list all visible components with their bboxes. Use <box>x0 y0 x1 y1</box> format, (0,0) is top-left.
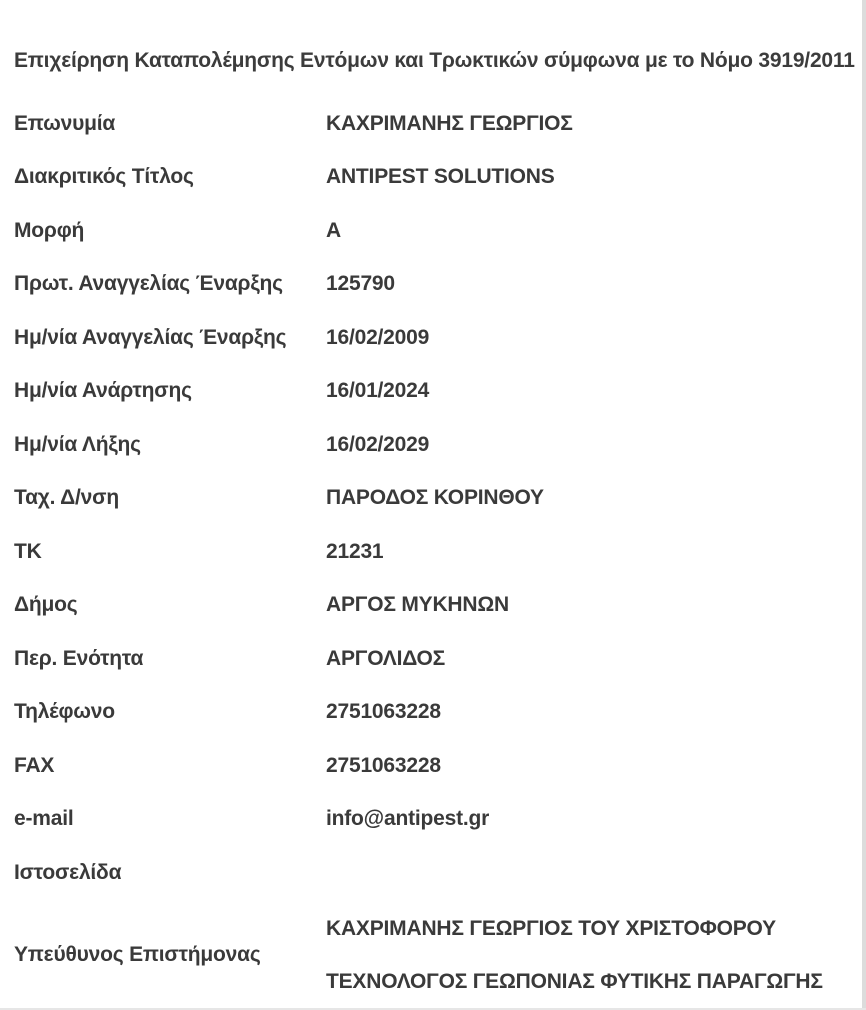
field-row-name <box>14 97 854 151</box>
field-row-expiry-date <box>14 418 854 472</box>
field-label: Μορφή <box>14 218 85 242</box>
field-value: 16/02/2009 <box>326 325 430 349</box>
field-value: 125790 <box>326 272 395 296</box>
field-value: ΑΡΓΟΣ ΜΥΚΗΝΩΝ <box>326 593 509 617</box>
field-label: FAX <box>14 753 55 777</box>
field-row-start-date <box>14 311 854 365</box>
field-row-responsible-scientist <box>14 900 854 1010</box>
details-heading: Επιχείρηση Καταπολέμησης Εντόμων και Τρωκτικών σύμφωνα με το Νόμο 3919/2011 <box>14 49 855 72</box>
field-row-website <box>14 846 854 900</box>
field-label: e-mail <box>14 807 74 831</box>
field-value: 2751063228 <box>326 700 441 724</box>
field-value: ΠΑΡΟΔΟΣ ΚΟΡΙΝΘΟΥ <box>326 486 544 510</box>
field-label: Ημ/νία Ανάρτησης <box>14 379 192 403</box>
field-value: 21231 <box>326 539 384 563</box>
field-value: info@antipest.gr <box>326 807 490 831</box>
field-row-posting-date <box>14 365 854 419</box>
field-label: Ιστοσελίδα <box>14 860 122 884</box>
field-label: Επωνυμία <box>14 111 116 135</box>
scientist-specialty: ΤΕΧΝΟΛΟΓΟΣ ΓΕΩΠΟΝΙΑΣ ΦΥΤΙΚΗΣ ΠΑΡΑΓΩΓΗΣ <box>326 969 823 993</box>
field-row-fax <box>14 739 854 793</box>
field-label: Ημ/νία Αναγγελίας Έναρξης <box>14 325 287 349</box>
field-value: 2751063228 <box>326 753 441 777</box>
field-label: Περ. Ενότητα <box>14 646 144 670</box>
field-row-trade-title <box>14 151 854 205</box>
field-value: ΚΑΧΡΙΜΑΝΗΣ ΓΕΩΡΓΙΟΣ <box>326 111 573 135</box>
field-value: Α <box>326 218 341 242</box>
field-row-protocol-number <box>14 258 854 312</box>
field-row-regional-unit <box>14 632 854 686</box>
field-label: Διακριτικός Τίτλος <box>14 165 194 189</box>
field-label: Ημ/νία Λήξης <box>14 432 141 456</box>
field-value: ANTIPEST SOLUTIONS <box>326 165 555 189</box>
field-label: Ταχ. Δ/νση <box>14 486 119 510</box>
field-value: ΑΡΓΟΛΙΔΟΣ <box>326 646 446 670</box>
field-label: Τηλέφωνο <box>14 700 115 724</box>
field-row-address <box>14 472 854 526</box>
scientist-name: ΚΑΧΡΙΜΑΝΗΣ ΓΕΩΡΓΙΟΣ ΤΟΥ ΧΡΙΣΤΟΦΟΡΟΥ <box>326 916 776 940</box>
field-label: ΤΚ <box>14 539 42 563</box>
field-label: Δήμος <box>14 593 78 617</box>
field-value: 16/02/2029 <box>326 432 430 456</box>
field-label: Πρωτ. Αναγγελίας Έναρξης <box>14 272 283 296</box>
field-value: 16/01/2024 <box>326 379 430 403</box>
field-value <box>326 902 854 1008</box>
field-row-phone <box>14 686 854 740</box>
field-label: Υπεύθυνος Επιστήμονας <box>14 942 261 966</box>
panel-right-border <box>862 0 866 1010</box>
field-row-email <box>14 793 854 847</box>
field-row-postal-code <box>14 525 854 579</box>
field-row-form <box>14 204 854 258</box>
field-row-municipality <box>14 579 854 633</box>
business-details-card <box>14 44 854 1010</box>
